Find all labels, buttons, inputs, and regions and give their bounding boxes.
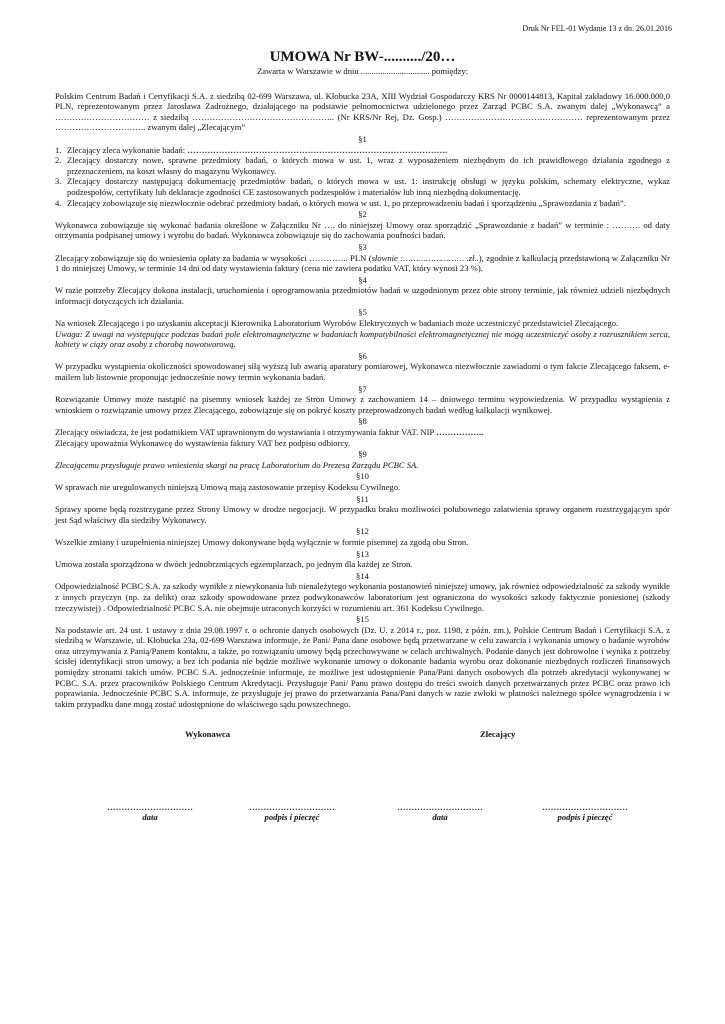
section-2-heading: §2 bbox=[358, 209, 367, 220]
section-5-heading: §5 bbox=[358, 307, 367, 318]
list-item-number: 1. bbox=[55, 144, 62, 155]
section-3-text-a: Zlecający zobowiązuje się do wniesienia opłaty za badania w wysokości ………….. PLN ( bbox=[55, 252, 372, 263]
section-4-heading: §4 bbox=[358, 274, 367, 285]
document-subtitle: Zawarta w Warszawie w dniu ................................ pomiędzy: bbox=[256, 66, 469, 76]
contractor-signature-field bbox=[237, 802, 347, 823]
section-10-heading: §10 bbox=[356, 471, 369, 482]
section-8-vat-text: Zlecający oświadcza, że jest podatnikiem VAT uprawnionym do wystawiania i otrzymywania faktur VAT. NIP bbox=[55, 427, 434, 437]
section-1-heading: §1 bbox=[358, 133, 367, 144]
section-15-heading: §15 bbox=[356, 614, 369, 625]
list-item-number: 2. bbox=[55, 155, 62, 166]
fill-in-line: ………………………………………………………………………………. bbox=[187, 144, 448, 155]
section-3-text bbox=[55, 253, 670, 274]
section-13-heading: §13 bbox=[356, 548, 369, 559]
signature-lines bbox=[55, 802, 670, 824]
section-2-text: Wykonawca zobowiązuje się wykonać badania określone w Załączniku Nr …. do niniejszej Umowy oraz sporządzić „Sprawozdanie z badań” w terminie : ………. od daty otrzymania podpisanej umowy i wyrobu do badań. Wykonawca zobowiązuje się do zachowania poufności badań. bbox=[55, 219, 670, 241]
section-7-text: Rozwiązanie Umowy może nastąpić na pisemny wniosek każdej ze Stron Umowy z zachowaniem 14 – dniowego terminu wypowiedzenia. W przypadku wystąpienia z wnioskiem o rozwiązanie umowy przez Zlecającego, zobowiązuje się on pokryć koszty przeprowadzonych badań według kalkulacji wynikowej. bbox=[55, 394, 670, 415]
signature-dotted-line: ………………………… bbox=[249, 802, 335, 813]
contractor-label: Wykonawca bbox=[185, 729, 231, 740]
section-12-text: Wszelkie zmiany i uzupełnienia niniejszej Umowy dokonywane będą wyłącznie w formie pisemnej za zgodą obu Stron. bbox=[55, 536, 469, 547]
section-9-text: Zlecającemu przysługuje prawo wniesienia skargi na pracę Laboratorium do Prezesa Zarządu PCBC SA. bbox=[55, 459, 419, 470]
section-6-text: W przypadku wystąpienia okoliczności spowodowanej siłą wyższą lub awarią aparatury pomiarowej, Wykonawca niezwłocznie zawiadomi o tym fakcie Zlecającego faksem, e-mailem lub listownie proponując jednocześnie nowy termin wykonania badań. bbox=[55, 361, 670, 383]
section-15-text: Na podstawie art. 24 ust. 1 ustawy z dnia 29.08.1997 r. o ochronie danych osobowych (Dz. U. z 2014 r., poz. 1198, z późn. zm.), Polskie Centrum Badań i Certyfikacji S.A. z siedzibą w Warszawie, ul. Kłobucka 23a, 02-699 Warszawa informuje, że Pani/ Pana dane osobowe będą przetwarzane w celu zawarcia i wykonania umowy o badanie wyrobów oraz utrzymywania z Panią/Panem kontaktu, a także, po rozwiązaniu umowy będą przechowywane w celach archiwalnych. Podanie danych jest dobrowolne i wynika z potrzeby ścisłej identyfikacji stron umowy, a bez ich podania nie będzie możliwe wykonanie umowy o dokonanie badania wyrobu oraz dokonanie niezbędnych rozliczeń finansowych pomiędzy stronami takich umów. PCBC S.A. jednocześnie informuje, że możliwe jest udostępnienie Pana/Pani danych osobowych dla potrzeb akredytacji wykonywanej w PCBC. S.A. przez pracowników Polskiego Centrum Akredytacji. Przysługuje Pani/ Panu prawo dostępu do treści swoich danych przetwarzanych przez PCBC oraz prawo ich poprawiania. Jednocześnie PCBC S.A. informuje, że przysługuje jej prawo do przetwarzania Pana/Pani danych w razie zwłoki w płatności należnego spółce wynagrodzenia i w takim przypadku dane mogą zostać udostępnione do właściwego sądu powszechnego. bbox=[55, 624, 670, 709]
signature-label: podpis i pieczęć bbox=[264, 812, 320, 823]
list-item-text: Zlecający zobowiązuje się niezwłocznie odebrać przedmioty badań, o których mowa w ust. 1, po przeprowadzeniu badań i sporządzeniu „Sprawozdania z badań”. bbox=[67, 197, 626, 208]
list-item bbox=[55, 176, 670, 197]
form-number: Druk Nr FEL-01 Wydanie 13 z dn. 26.01.2016 bbox=[522, 24, 672, 33]
list-item-text: Zlecający zleca wykonanie badań: bbox=[67, 144, 186, 155]
list-item-text: Zlecający dostarczy następującą dokumentację przedmiotów badań, o których mowa w ust. 1: instrukcję obsługi w języku polskim, schematy elektryczne, wykaz podzespołów, certyfikaty lub deklaracje zgodności CE zastosowanych podzespołów i materiałów lub inną niezbędną dokumentację. bbox=[67, 176, 670, 197]
section-5-note: Uwaga: Z uwagi na występujące podczas badań pole elektromagnetyczne w badaniach kompatybilności elektromagnetycznej nie mogą uczestniczyć osoby z rozrusznikiem serca, kobiety w ciąży oraz osoby z chorobą nowotworową. bbox=[55, 328, 670, 350]
document-title: UMOWA Nr BW-........../20… bbox=[269, 49, 456, 65]
section-6-heading: §6 bbox=[358, 350, 367, 361]
list-item-number: 4. bbox=[55, 197, 62, 208]
client-label: Zlecający bbox=[480, 729, 516, 740]
signature-headers bbox=[55, 729, 670, 743]
date-label: data bbox=[432, 812, 448, 823]
section-10-text: W sprawach nie uregulowanych niniejszą Umową mają zastosowanie przepisy Kodeksu Cywilnego. bbox=[55, 481, 401, 492]
section-11-heading: §11 bbox=[356, 493, 369, 504]
list-item-number: 3. bbox=[55, 176, 62, 187]
section-11-text: Sprawy sporne będą rozstrzygane przez Strony Umowy w drodze negocjacji. W przypadku braku możliwości polubownego załatwienia sprawy organem rozstrzygającym spór jest Sąd właściwy dla siedziby Wykonawcy. bbox=[55, 504, 670, 525]
date-label: data bbox=[142, 812, 158, 823]
nip-fill-in: …………….. bbox=[436, 427, 484, 437]
section-4-text: W razie potrzeby Zlecający dokona instalacji, uruchomienia i oprogramowania przedmiotów badań w uzgodnionym przez obie strony terminie, jak również udzieli niezbędnych informacji dotyczących ich działania. bbox=[55, 285, 670, 306]
amount-in-words: słownie :…………………… .zł.. bbox=[371, 252, 479, 263]
signature-dotted-line: ………………………… bbox=[542, 802, 628, 813]
contractor-date-field bbox=[95, 802, 205, 823]
section-1-list bbox=[55, 145, 670, 209]
section-7-heading: §7 bbox=[358, 383, 367, 394]
section-8-text-2: Zlecający upoważnia Wykonawcę do wystawienia faktury VAT bez podpisu odbiorcy. bbox=[55, 437, 351, 448]
list-item bbox=[55, 198, 670, 209]
list-item bbox=[55, 155, 670, 176]
section-3-heading: §3 bbox=[358, 241, 367, 252]
list-item-text: Zlecający dostarczy nowe, sprawne przedmioty badań, o których mowa w ust. 1, wraz z wyposażeniem niezbędnym do ich prawidłowego działania zgodnego z przeznaczeniem, na koszt własny do magazynu Wykonawcy. bbox=[67, 155, 670, 176]
section-8-text bbox=[55, 427, 670, 438]
section-14-heading: §14 bbox=[356, 570, 369, 581]
section-5-text: Na wniosek Zlecającego i po uzyskaniu akceptacji Kierownika Laboratorium Wyrobów Elektrycznych w badaniach może uczestniczyć przedstawiciel Zlecającego. bbox=[55, 318, 619, 329]
section-9-heading: §9 bbox=[358, 449, 367, 460]
section-8-heading: §8 bbox=[358, 416, 367, 427]
date-dotted-line: ………………………… bbox=[397, 802, 483, 813]
date-dotted-line: ………………………… bbox=[107, 802, 193, 813]
list-item bbox=[55, 145, 670, 156]
parties-paragraph: Polskim Centrum Badań i Certyfikacji S.A. z siedzibą 02-699 Warszawa, ul. Kłobucka 23A, XIII Wydział Gospodarczy KRS Nr 0000144813, Kapitał zakładowy 16.000.000,0 PLN, reprezentowanym przez Jarosława Zadrożnego, działającego na podstawie pełnomocnictwa udzielonego przez Zarząd PCBC S.A. zwanym dalej „Wykonawcą” a …………………………… z siedzibą ………………………………………….. (Nr KRS/Nr Rej, Dz. Gosp.) ………………………………………… reprezentowanym przez ………………………….. zwanym dalej „Zlecającym” bbox=[55, 90, 670, 133]
section-14-text: Odpowiedzialność PCBC S.A. za szkody wynikłe z niewykonania lub nienależytego wykonania postanowień niniejszej umowy, jak również odpowiedzialność za szkody wynikłe z innych przyczyn (np. za delikt) oraz szkody spowodowane przez podwykonawców laboratorium jest ograniczona do wysokości szkody faktycznie poniesionej (szkody rzeczywistej) . Odpowiedzialność PCBC S.A. nie obejmuje utraconych korzyści w rozumieniu art. 361 Kodeksu Cywilnego. bbox=[55, 581, 670, 613]
signature-label: podpis i pieczęć bbox=[557, 812, 613, 823]
client-date-field bbox=[385, 802, 495, 823]
client-signature-field bbox=[530, 802, 640, 823]
section-12-heading: §12 bbox=[356, 526, 369, 537]
section-13-text: Umowa została sporządzona w dwóch jednobrzmiących egzemplarzach, po jednym dla każdej ze Stron. bbox=[55, 559, 413, 570]
section-3-text-c: ), zgodnie z kalkulacją przedstawioną w Załączniku Nr 1 do niniejszej Umowy, w terminie 14 dni od daty wystawienia faktury (cena nie zawiera podatku VAT, który wynosi 23 %). bbox=[55, 252, 670, 274]
